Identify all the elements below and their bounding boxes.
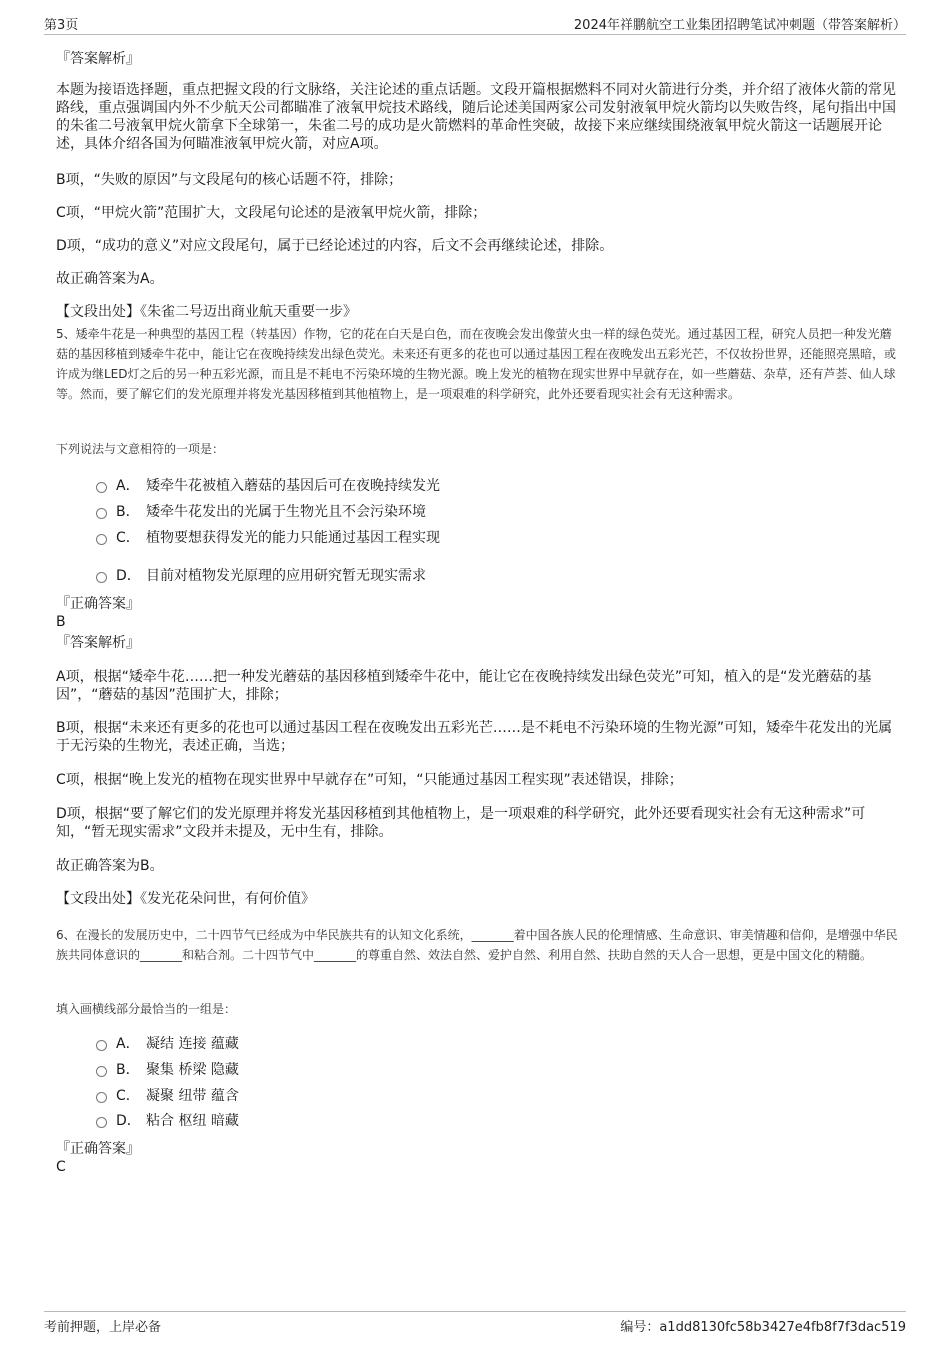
q5-analysis-label: 『答案解析』 [56,635,140,651]
q5-source: 【文段出处】《发光花朵问世，有何价值》 [56,891,315,907]
document-title: 2024年祥鹏航空工业集团招聘笔试冲刺题（带答案解析） [573,18,906,33]
q5-answer-label: 『正确答案』 [56,596,140,612]
q6-answer: C [56,1159,66,1175]
q6-option-a[interactable]: A． 凝结 连接 蕴藏 [96,1035,239,1053]
q4-source: 【文段出处】《朱雀二号迈出商业航天重要一步》 [56,304,357,320]
radio-icon[interactable] [96,1040,107,1051]
q4-analysis-intro: 本题为接语选择题，重点把握文段的行文脉络，关注论述的重点话题。文段开篇根据燃料不同对火箭进行分类，并介绍了液体火箭的常见路线，重点强调国内外不少航天公司都瞄准了液氧甲烷技术路线，随后论述美国两家公司发射液氧甲烷火箭均以失败告终，尾句指出中国的朱雀二号液氧甲烷火箭拿下全球第一，朱雀二号的成功是火箭燃料的革命性突破，故接下来应继续围绕液氧甲烷火箭这一话题展开论述，具体介绍各国为何瞄准液氧甲烷火箭，对应A项。 [56,82,896,152]
q6-option-c[interactable]: C． 凝聚 纽带 蕴含 [96,1087,239,1105]
q4-analysis-c: C项，“甲烷火箭”范围扩大，文段尾句论述的是液氧甲烷火箭，排除； [56,205,487,221]
q5-answer: B [56,614,66,630]
q5-option-b[interactable]: B． 矮牵牛花发出的光属于生物光且不会污染环境 [96,503,426,521]
q5-option-d[interactable]: D． 目前对植物发光原理的应用研究暂无现实需求 [96,567,426,585]
q6-question: 填入画横线部分最恰当的一组是： [56,1002,237,1016]
q5-analysis-d: D项，根据“要了解它们的发光原理并将发光基因移植到其他植物上，是一项艰难的科学研究，此外还要看现实社会有无这种需求”可知，“暂无现实需求”文段并未提及，无中生有，排除。 [56,806,866,840]
q5-option-a[interactable]: A． 矮牵牛花被植入蘑菇的基因后可在夜晚持续发光 [96,477,440,495]
q5-analysis-b: B项，根据“未来还有更多的花也可以通过基因工程在夜晚发出五彩光芒……是不耗电不污染环境的生物光源”可知，矮牵牛花发出的光属于无污染的生物光，表述正确，当选； [56,720,893,754]
q6-option-d[interactable]: D． 粘合 枢纽 暗藏 [96,1112,239,1130]
q4-analysis-label: 『答案解析』 [56,51,140,67]
q5-conclusion: 故正确答案为B。 [56,858,164,874]
q5-analysis-c: C项，根据“晚上发光的植物在现实世界中早就存在”可知，“只能通过基因工程实现”表述错误，排除； [56,772,683,788]
radio-icon[interactable] [96,534,107,545]
radio-icon[interactable] [96,1066,107,1077]
q6-passage: 6、在漫长的发展历史中，二十四节气已经成为中华民族共有的认知文化系统，_______着中国各族人民的伦理情感、生命意识、审美情趣和信仰，是增强中华民族共同体意识的_______和粘合剂。二十四节气中_______的尊重自然、效法自然、爱护自然、利用自然、扶助自然的天人合一思想，更是中国文化的精髓。 [56,928,898,962]
q5-analysis-a: A项，根据“矮牵牛花……把一种发光蘑菇的基因移植到矮牵牛花中，能让它在夜晚持续发出绿色荧光”可知，植入的是“发光蘑菇的基因”，“蘑菇的基因”范围扩大，排除； [56,669,872,703]
radio-icon[interactable] [96,1092,107,1103]
q5-option-c[interactable]: C． 植物要想获得发光的能力只能通过基因工程实现 [96,529,440,547]
q5-question: 下列说法与文意相符的一项是： [56,442,225,456]
code-value: a1dd8130fc58b3427e4fb8f7f3dac519 [659,1320,906,1335]
q4-analysis-b: B项，“失败的原因”与文段尾句的核心话题不符，排除； [56,172,403,188]
q6-option-b[interactable]: B． 聚集 桥梁 隐藏 [96,1061,239,1079]
code-label: 编号： [620,1320,660,1335]
footer-slogan: 考前押题，上岸必备 [44,1320,162,1335]
radio-icon[interactable] [96,508,107,519]
page-number: 第3页 [44,18,79,33]
radio-icon[interactable] [96,1117,107,1128]
document-code [620,1316,906,1335]
q4-conclusion: 故正确答案为A。 [56,271,164,287]
page-header [44,12,906,35]
q5-passage: 5、矮牵牛花是一种典型的基因工程（转基因）作物，它的花在白天是白色，而在夜晚会发出像萤火虫一样的绿色荧光。通过基因工程，研究人员把一种发光蘑菇的基因移植到矮牵牛花中，能让它在夜晚持续发出绿色荧光。未来还有更多的花也可以通过基因工程在夜晚发出五彩光芒，不仅妆扮世界，还能照亮黑暗，或许成为继LED灯之后的另一种五彩光源，而且是不耗电不污染环境的生物光源。晚上发光的植物在现实世界中早就存在，如一些蘑菇、杂草，还有芦荟、仙人球等。然而，要了解它们的发光原理并将发光基因移植到其他植物上，是一项艰难的科学研究，此外还要看现实社会有无这种需求。 [56,327,897,401]
radio-icon[interactable] [96,482,107,493]
q6-answer-label: 『正确答案』 [56,1141,140,1157]
page-footer [44,1311,906,1336]
radio-icon[interactable] [96,572,107,583]
q4-analysis-d: D项，“成功的意义”对应文段尾句，属于已经论述过的内容，后文不会再继续论述，排除。 [56,238,614,254]
